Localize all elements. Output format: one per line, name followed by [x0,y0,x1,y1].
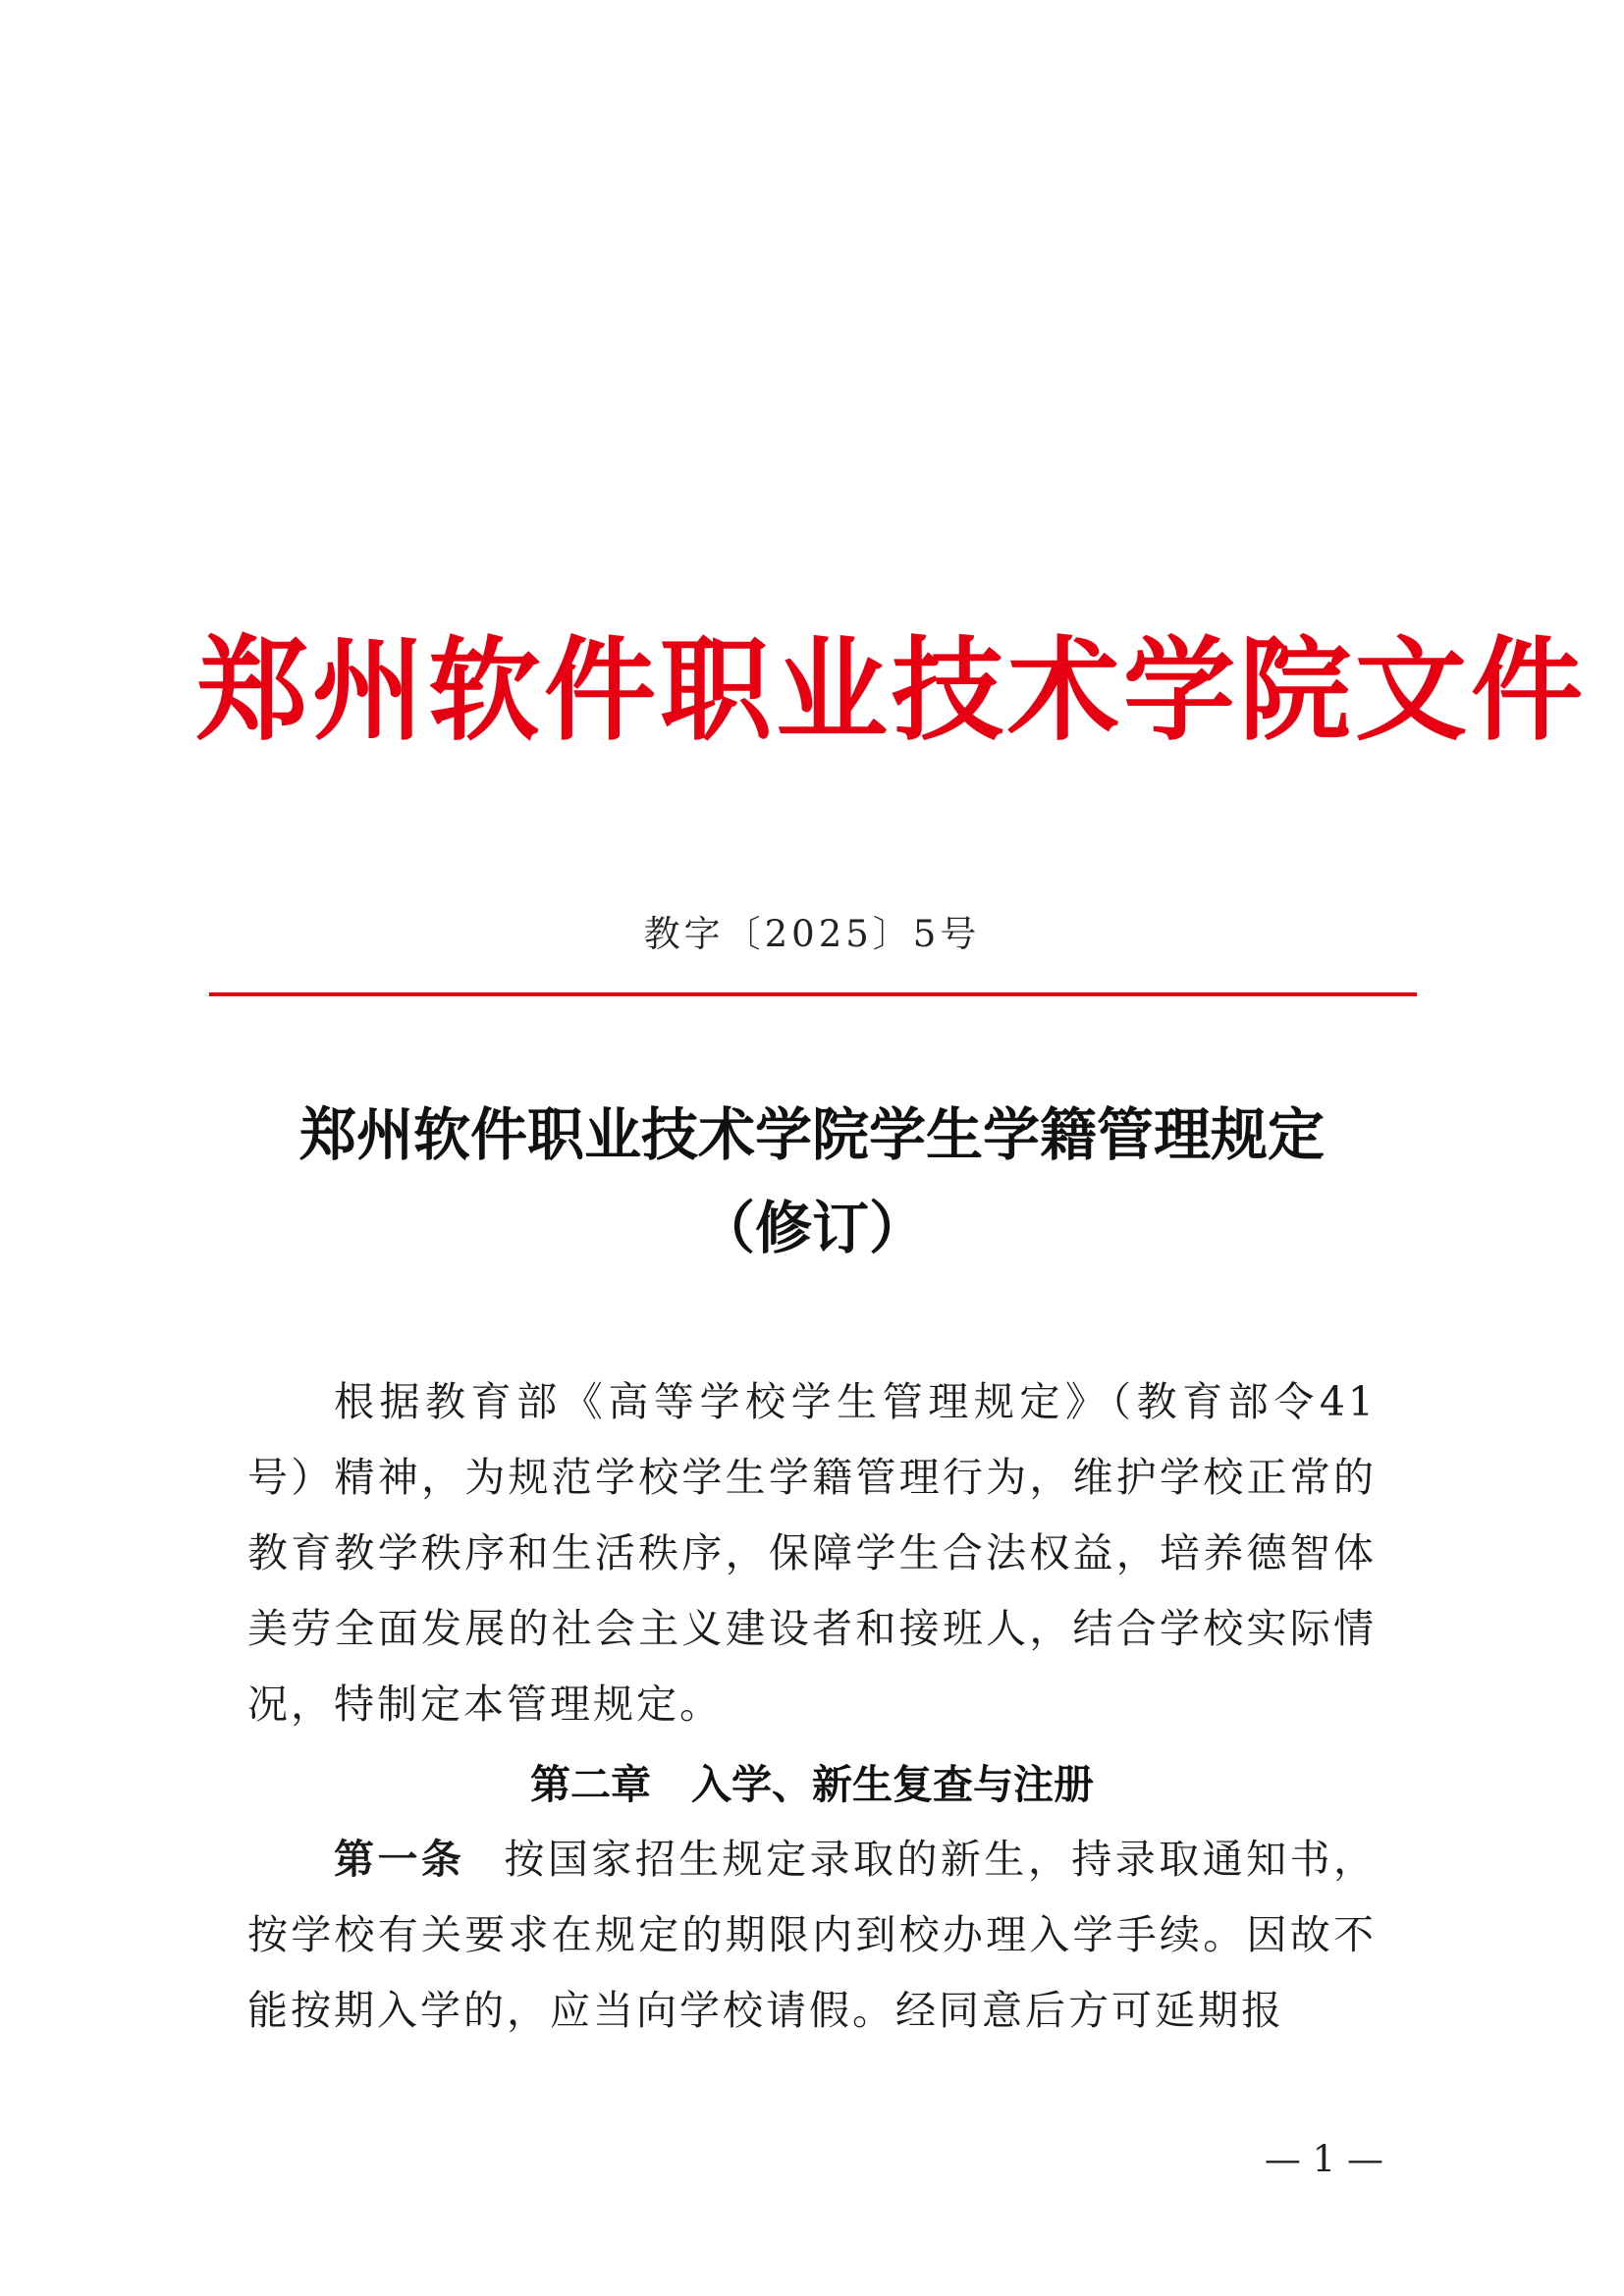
document-number: 教字〔2025〕5号 [643,913,981,955]
document-header-title: 郑州软件职业技术学院文件 [196,624,1588,756]
article-paragraph [247,1822,1377,2049]
document-title: 郑州软件职业技术学院学生学籍管理规定 [298,1101,1325,1168]
page-number: — 1 — [1264,2138,1383,2180]
document-subtitle: （修订） [697,1195,926,1261]
red-divider-line [209,992,1417,996]
article-label: 第一条 [334,1836,465,1883]
preamble-paragraph: 根据教育部《高等学校学生管理规定》（教育部令41号）精神，为规范学校学生学籍管理行为，维护学校正常的教育教学秩序和生活秩序，保障学生合法权益，培养德智体美劳全面发展的社会主义建设者和接班人，结合学校实际情况，特制定本管理规定。 [247,1378,1377,1728]
chapter-heading: 第二章 入学、新生复查与注册 [530,1761,1094,1808]
article-text: 按国家招生规定录取的新生，持录取通知书，按学校有关要求在规定的期限内到校办理入学手续。因故不能按期入学的，应当向学校请假。经同意后方可延期报 [247,1836,1378,2034]
